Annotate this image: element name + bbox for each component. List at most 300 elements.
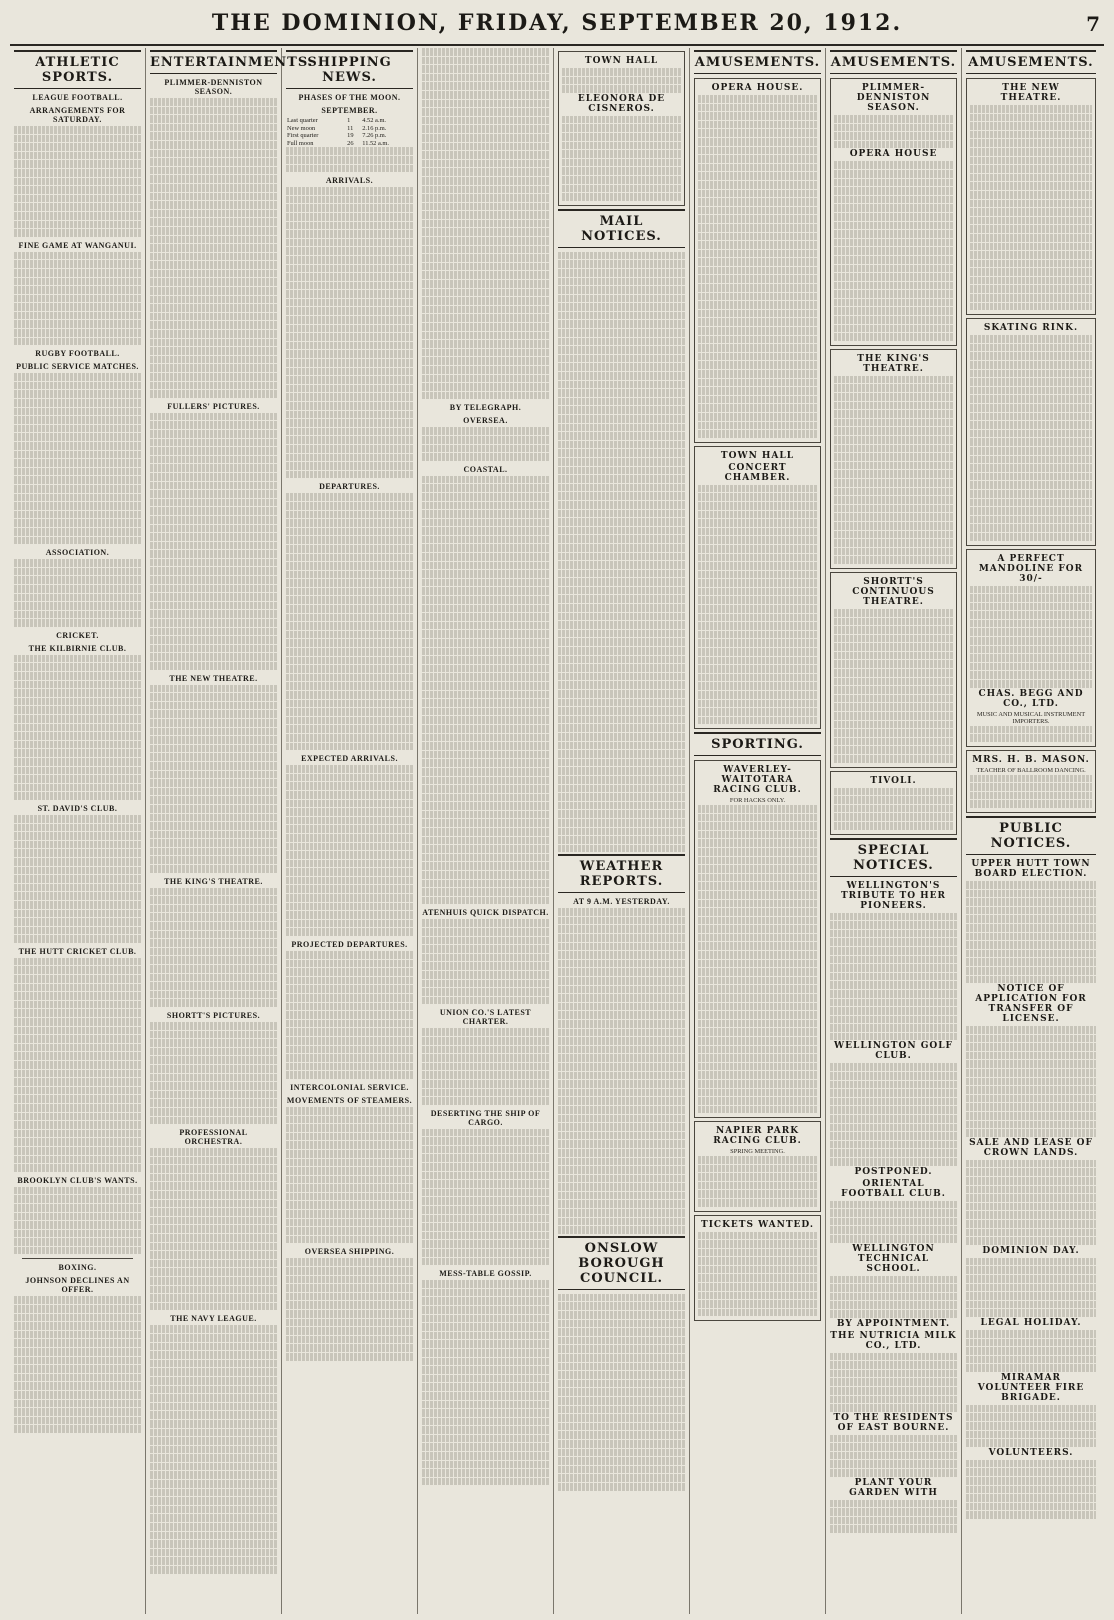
text-line (286, 734, 413, 742)
text-line (14, 706, 141, 714)
text-line (14, 698, 141, 706)
text-line (14, 815, 141, 823)
text-line (966, 1035, 1096, 1043)
text-line (14, 1400, 141, 1408)
text-line (150, 1557, 277, 1565)
text-line (422, 1418, 549, 1426)
text-line (698, 172, 817, 180)
text-line (286, 928, 413, 936)
text-line (422, 1426, 549, 1434)
text-line (286, 1227, 413, 1235)
text-line (558, 1337, 685, 1345)
text-line (830, 999, 957, 1007)
text-line (698, 353, 817, 361)
text-line (698, 934, 817, 942)
text-line (286, 342, 413, 350)
text-line (422, 151, 549, 159)
text-line (14, 715, 141, 723)
text-line (422, 742, 549, 750)
shortts-theatre-title: SHORTT'S CONTINUOUS THEATRE. (852, 576, 935, 607)
text-line (150, 762, 277, 770)
text-line (830, 1284, 957, 1292)
text-line (558, 1132, 685, 1140)
coastal-heading: COASTAL. (463, 464, 508, 474)
text-line (150, 141, 277, 149)
kings-theatre-heading: THE KING'S THEATRE. (164, 876, 263, 886)
text-line (558, 1345, 685, 1353)
text-line (558, 389, 685, 397)
text-line (286, 282, 413, 290)
text-line (422, 476, 549, 484)
text-line (830, 1149, 957, 1157)
text-line (422, 1249, 549, 1257)
text-line (150, 132, 277, 140)
text-line (834, 384, 953, 392)
text-line (14, 1113, 141, 1121)
text-line (150, 1303, 277, 1311)
newspaper-title: THE DOMINION, FRIDAY, SEPTEMBER 20, 1912. (211, 10, 903, 36)
text-line (422, 768, 549, 776)
text-line (150, 507, 277, 515)
boxing-heading: BOXING. (58, 1263, 97, 1273)
text-line (422, 862, 549, 870)
text-line (422, 553, 549, 561)
text-line (558, 1089, 685, 1097)
text-line (834, 290, 953, 298)
text-line (286, 588, 413, 596)
text-line (970, 395, 1092, 403)
text-line (150, 1566, 277, 1574)
text-line (286, 1267, 413, 1275)
text-line (150, 98, 277, 106)
text-line (698, 942, 817, 950)
text-line (14, 433, 141, 441)
text-line (834, 402, 953, 410)
text-line (150, 1174, 277, 1182)
text-line (150, 304, 277, 312)
text-line (834, 316, 953, 324)
text-line (562, 185, 681, 193)
text-line (150, 261, 277, 269)
plimmer-heading: PLIMMER-DENNISTON SEASON. (164, 78, 263, 96)
text-line (698, 361, 817, 369)
text-line (966, 1203, 1096, 1211)
text-line (150, 175, 277, 183)
skating-rink-ad (966, 318, 1096, 545)
text-line (286, 519, 413, 527)
text-line (422, 897, 549, 905)
text-line (970, 182, 1092, 190)
text-line (558, 793, 685, 801)
text-line (150, 913, 277, 921)
text-line (970, 105, 1092, 113)
text-line (286, 402, 413, 410)
text-line (558, 1020, 685, 1028)
text-line (834, 115, 953, 123)
text-line (286, 1037, 413, 1045)
text-line (830, 1089, 957, 1097)
text-line (150, 1165, 277, 1173)
text-line (698, 318, 817, 326)
text-line (286, 536, 413, 544)
text-line (14, 502, 141, 510)
text-line (966, 1330, 1096, 1338)
text-line (422, 562, 549, 570)
text-line (286, 230, 413, 238)
text-line (14, 585, 141, 593)
text-line (834, 738, 953, 746)
text-line (966, 1503, 1096, 1511)
text-line (286, 1327, 413, 1335)
text-line (834, 170, 953, 178)
text-line (966, 1494, 1096, 1502)
text-line (834, 813, 953, 821)
text-line (286, 994, 413, 1002)
text-line (150, 1286, 277, 1294)
text-line (422, 665, 549, 673)
text-line (286, 691, 413, 699)
text-line (150, 287, 277, 295)
text-line (830, 1301, 957, 1309)
text-line (558, 303, 685, 311)
text-line (150, 158, 277, 166)
text-line (970, 620, 1092, 628)
text-line (966, 1160, 1096, 1168)
text-line (830, 1396, 957, 1404)
text-line (834, 179, 953, 187)
text-line (14, 1164, 141, 1172)
text-line (422, 160, 549, 168)
text-line (558, 1097, 685, 1105)
text-line (422, 1137, 549, 1145)
text-line (286, 1236, 413, 1244)
text-line (422, 91, 549, 99)
text-line (834, 539, 953, 547)
text-line (966, 1194, 1096, 1202)
text-line (698, 805, 817, 813)
text-line (422, 493, 549, 501)
text-line (150, 974, 277, 982)
text-line (422, 484, 549, 492)
text-line (558, 776, 685, 784)
text-line (286, 1310, 413, 1318)
text-line (698, 1190, 817, 1198)
text-line (558, 656, 685, 664)
movements-heading: MOVEMENTS OF STEAMERS. (286, 1095, 413, 1105)
new-theatre-ad (966, 78, 1096, 315)
text-line (14, 758, 141, 766)
text-line (698, 1165, 817, 1173)
text-line (150, 516, 277, 524)
text-line (286, 1020, 413, 1028)
text-line (830, 1500, 957, 1508)
text-line (558, 1320, 685, 1328)
text-line (698, 1071, 817, 1079)
st-davids-heading: ST. DAVID'S CLUB. (37, 803, 118, 813)
text-line (150, 456, 277, 464)
text-line (150, 364, 277, 372)
text-line (286, 511, 413, 519)
text-line (422, 392, 549, 400)
text-line (14, 1238, 141, 1246)
text-line (286, 951, 413, 959)
text-line (558, 510, 685, 518)
text-line (14, 278, 141, 286)
text-line (422, 453, 549, 461)
text-line (14, 841, 141, 849)
text-line (286, 350, 413, 358)
text-line (562, 85, 681, 93)
text-line (150, 1277, 277, 1285)
text-line (558, 960, 685, 968)
text-line (14, 1104, 141, 1112)
text-line (422, 648, 549, 656)
text-line (558, 1037, 685, 1045)
text-line (422, 254, 549, 262)
text-line (558, 1158, 685, 1166)
text-line (14, 252, 141, 260)
text-line (698, 831, 817, 839)
text-line (966, 941, 1096, 949)
legal-holiday-title: LEGAL HOLIDAY. (980, 1317, 1082, 1328)
text-line (834, 721, 953, 729)
text-line (286, 1011, 413, 1019)
text-line (286, 1293, 413, 1301)
text-line (286, 273, 413, 281)
text-line (558, 1080, 685, 1088)
text-line (834, 453, 953, 461)
text-line (422, 1375, 549, 1383)
text-line (14, 1195, 141, 1203)
text-line (558, 917, 685, 925)
text-line (422, 1349, 549, 1357)
text-line (558, 1106, 685, 1114)
text-line (150, 1540, 277, 1548)
text-line (558, 1431, 685, 1439)
text-line (150, 1294, 277, 1302)
text-line (150, 464, 277, 472)
text-line (286, 808, 413, 816)
fullers-heading: FULLERS' PICTURES. (167, 401, 260, 411)
text-line (286, 376, 413, 384)
text-line (286, 682, 413, 690)
text-line (286, 674, 413, 682)
text-line (150, 525, 277, 533)
text-line (830, 930, 957, 938)
text-line (422, 519, 549, 527)
text-line (834, 678, 953, 686)
text-line (558, 604, 685, 612)
text-line (830, 947, 957, 955)
text-line (558, 372, 685, 380)
text-line (286, 462, 413, 470)
text-line (970, 586, 1092, 594)
text-line (422, 323, 549, 331)
text-line (14, 992, 141, 1000)
text-line (970, 303, 1092, 311)
text-line (150, 1325, 277, 1333)
league-football-heading: LEAGUE FOOTBALL. (32, 93, 123, 102)
page-number: 7 (1086, 12, 1100, 36)
text-line (558, 1363, 685, 1371)
atenhuis-heading: ATENHUIS QUICK DISPATCH. (422, 908, 549, 918)
column-amusements-2 (826, 48, 962, 1614)
text-line (558, 1302, 685, 1310)
text-line (286, 977, 413, 985)
text-line (970, 800, 1092, 808)
text-line (14, 594, 141, 602)
text-line (286, 307, 413, 315)
text-line (558, 664, 685, 672)
text-line (698, 207, 817, 215)
text-line (830, 973, 957, 981)
text-line (698, 198, 817, 206)
text-line (698, 682, 817, 690)
text-line (14, 468, 141, 476)
text-line (150, 347, 277, 355)
text-line (698, 1011, 817, 1019)
text-line (970, 285, 1092, 293)
text-line (970, 507, 1092, 515)
mail-notices-header: MAIL NOTICES. (558, 209, 685, 248)
spring-meeting-line: SPRING MEETING. (730, 1148, 785, 1156)
text-line (558, 1474, 685, 1482)
text-line (14, 918, 141, 926)
text-line (286, 639, 413, 647)
text-line (970, 404, 1092, 412)
residents-title: TO THE RESIDENTS OF EAST BOURNE. (833, 1412, 954, 1433)
text-line (834, 161, 953, 169)
text-line (698, 977, 817, 985)
text-line (422, 1315, 549, 1323)
tivoli-title: TIVOLI. (870, 775, 917, 786)
text-line (834, 703, 953, 711)
text-line (286, 825, 413, 833)
text-line (422, 143, 549, 151)
text-line (834, 462, 953, 470)
town-hall-title: TOWN HALL (584, 56, 659, 66)
text-line (422, 570, 549, 578)
text-line (966, 1413, 1096, 1421)
text-line (558, 1123, 685, 1131)
text-line (14, 1339, 141, 1347)
text-line (830, 1443, 957, 1451)
mandoline-ad (966, 549, 1096, 748)
text-line (286, 436, 413, 444)
text-line (558, 828, 685, 836)
text-line (966, 1129, 1096, 1137)
text-line (834, 626, 953, 634)
text-line (698, 1028, 817, 1036)
text-line (14, 1095, 141, 1103)
text-line (558, 1218, 685, 1226)
text-line (830, 1235, 957, 1243)
text-line (558, 329, 685, 337)
kilbirnie-heading: THE KILBIRNIE CLUB. (28, 643, 127, 653)
text-line (422, 613, 549, 621)
text-line (834, 445, 953, 453)
text-line (834, 635, 953, 643)
text-line (558, 1200, 685, 1208)
mandoline-title: A PERFECT MANDOLINE FOR 30/- (978, 553, 1084, 584)
text-line (558, 1406, 685, 1414)
text-line (150, 1065, 277, 1073)
text-line (558, 1423, 685, 1431)
text-line (966, 1266, 1096, 1274)
text-line (286, 1301, 413, 1309)
text-line (698, 336, 817, 344)
text-line (150, 848, 277, 856)
text-line (970, 628, 1092, 636)
text-line (830, 1387, 957, 1395)
text-line (286, 648, 413, 656)
text-line (150, 236, 277, 244)
text-line (558, 638, 685, 646)
text-line (422, 1071, 549, 1079)
text-line (970, 603, 1092, 611)
text-line (14, 1305, 141, 1313)
text-line (150, 499, 277, 507)
text-line (970, 438, 1092, 446)
text-line (14, 178, 141, 186)
text-line (150, 533, 277, 541)
text-line (286, 265, 413, 273)
text-line (286, 256, 413, 264)
text-line (286, 860, 413, 868)
text-line (14, 867, 141, 875)
text-line (698, 250, 817, 258)
text-line (14, 1070, 141, 1078)
text-line (150, 1243, 277, 1251)
text-line (834, 204, 953, 212)
text-line (834, 609, 953, 617)
text-line (698, 190, 817, 198)
text-line (558, 647, 685, 655)
text-line (970, 157, 1092, 165)
text-line (558, 1328, 685, 1336)
text-line (558, 1449, 685, 1457)
text-line (558, 1063, 685, 1071)
arrangements-heading: ARRANGEMENTS FOR SATURDAY. (29, 106, 126, 124)
text-line (150, 1386, 277, 1394)
text-line (558, 810, 685, 818)
text-line (698, 622, 817, 630)
athletic-sports-header: ATHLETIC SPORTS. (14, 50, 141, 89)
text-line (422, 263, 549, 271)
text-line (286, 774, 413, 782)
text-line (558, 750, 685, 758)
text-line (698, 1173, 817, 1181)
text-line (150, 745, 277, 753)
text-line (834, 239, 953, 247)
text-line (966, 915, 1096, 923)
text-line (698, 147, 817, 155)
text-line (966, 1103, 1096, 1111)
text-line (966, 1211, 1096, 1219)
text-line (286, 1003, 413, 1011)
dominion-day-title: DOMINION DAY. (982, 1245, 1080, 1256)
text-line (830, 1124, 957, 1132)
text-line (14, 511, 141, 519)
text-line (286, 765, 413, 773)
new-theatre-title: THE NEW THEATRE. (1000, 83, 1062, 103)
hutt-cricket-heading: THE HUTT CRICKET CLUB. (18, 946, 137, 956)
text-line (970, 234, 1092, 242)
text-line (150, 542, 277, 550)
text-line (286, 187, 413, 195)
text-line (14, 1382, 141, 1390)
text-line (558, 1149, 685, 1157)
